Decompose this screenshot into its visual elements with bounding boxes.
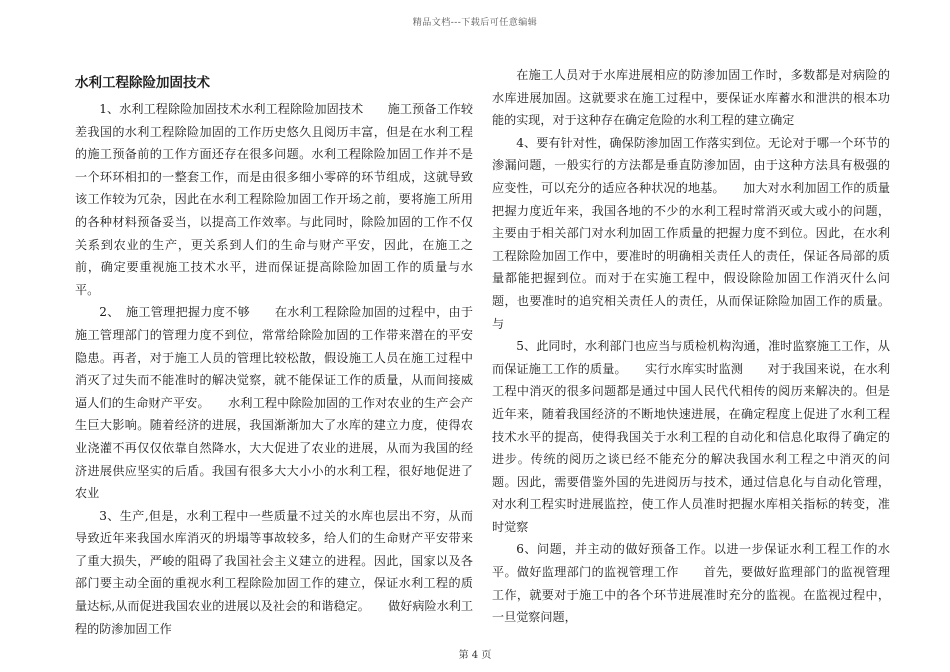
page-number: 第 4 页 — [458, 650, 492, 661]
header-note: 精品文档---下载后可任意编辑 — [412, 18, 538, 28]
left-column — [75, 72, 473, 640]
right-column — [492, 64, 890, 629]
paragraph-3: 3、生产,但是，水利工程中一些质量不过关的水库也层出不穷，从而导致近年来我国水库消灭的坍塌等事故较多，给人们的生命财产平安带来了重大损失，严峻的阻碍了我国社会主义建立的进程。因此，国家以及各部门要主动全面的重视水利工程除险加固工作的建立，保证水利工程的质量达标,从而促进我国农业的进展以及社会的和谐稳定。 做好病险水利工程的防渗加固工作 — [75, 508, 473, 636]
paragraph-2: 2、 施工管理把握力度不够 在水利工程除险加固的过程中，由于施工管理部门的管理力度不到位，常常给除险加固的工作带来潜在的平安隐患。再者，对于施工人员的管理比较松散，假设施工人员在施工过程中消灭了过失而不能准时的解决觉察，就不能保证工作的质量，从而间接威逼人们的生命财产平安。 水利工程中除险加固的工作对农业的生产会产生巨大影响。随着经济的进展，我国渐渐加大了水库的建立力度，使得农业浇灌不再仅仅依靠自然降水，大大促进了农业的进展，从而为我国的经济进展供应坚实的后盾。我国有很多大大小小的水利工程，很好地促进了农业 — [75, 305, 473, 501]
paragraph-continuation: 在施工人员对于水库进展相应的防渗加固工作时，多数都是对病险的水库进展加固。这就要求在施工过程中，要保证水库蓄水和泄洪的根本功能的实现，对于这种存在确定危险的水利工程的建立确定 — [492, 68, 890, 128]
document-title: 水利工程除险加固技术 — [75, 75, 210, 91]
paragraph-4: 4、要有针对性，确保防渗加固工作落实到位。无论对于哪一个环节的渗漏问题，一般实行的方法都是垂直防渗加固，由于这种方法具有极强的应变性，可以充分的适应各种状况的地基。 加大对水利加固工作的质量把握力度近年来，我国各地的不少的水利工程时常消灭或大或小的问题，主要由于相关部门对水利加固工作质量的把握力度不到位。因此，在水利工程除险加固工作中，要准时的明确相关责任人的责任，保证各局部的质量都能把握到位。而对于在实施工程中，假设除险加固工作消灭什么问题，也要准时的追究相关责任人的责任，从而保证除险加固工作的质量。与 — [492, 135, 890, 331]
paragraph-1: 1、水利工程除险加固技术水利工程除险加固技术 施工预备工作较差我国的水利工程除险加固的工作历史悠久且阅历丰富，但是在水利工程的施工预备前的工作方面还存在很多问题。水利工程除险加固工作并不是一个环环相扣的一整套工作，而是由很多细小零碎的环节组成，这就导致该工作较为冗杂，因此在水利工程除险加固工作开场之前，要将施工所用的各种材料预备妥当，以提高工作效率。与此同时，除险加固的工作不仅关系到农业的生产，更关系到人们的生命与财产平安，因此，在施工之前，确定要重视施工技术水平，进而保证提高除险加固工作的质量与水平。 — [75, 102, 473, 297]
paragraph-5: 5、此同时，水利部门也应当与质检机构沟通，准时监察施工工作，从而保证施工工作的质量。 实行水库实时监测 对于我国来说，在水利工程中消灭的很多问题都是通过中国人民代代相传的阅历来解决的。但是近年来，随着我国经济的不断地快速进展，在确定程度上促进了水利工程技术水平的提高，使得我国关于水利工程的自动化和信息化取得了确定的进步。传统的阅历之谈已经不能充分的解决我国水利工程之中消灭的问题。因此，需要借鉴外国的先进阅历与技术，通过信息化与自动化管理，对水利工程实时进展监控，使工作人员准时把握水库相关指标的转变，准时觉察 — [492, 339, 890, 534]
paragraph-6: 6、问题，并主动的做好预备工作。以进一步保证水利工程工作的水平。做好监理部门的监视管理工作 首先，要做好监理部门的监视管理工作，就要对于施工中的各个环节进展准时充分的监视。在监视过程中，一旦觉察问题， — [492, 542, 890, 625]
